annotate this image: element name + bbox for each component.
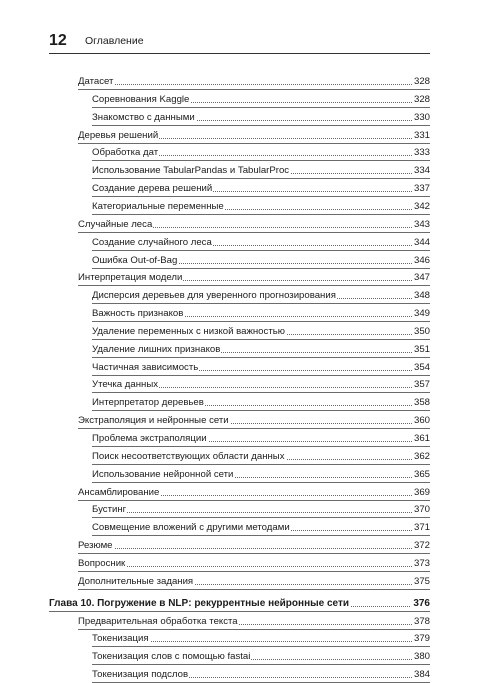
toc-entry-underline bbox=[78, 285, 430, 286]
toc-entry-underline bbox=[92, 196, 430, 197]
toc-entry-title: Удаление лишних признаков bbox=[92, 343, 221, 355]
toc-entry-title: Резюме bbox=[78, 540, 113, 552]
toc-entry-page: 342 bbox=[413, 200, 430, 212]
toc-entry[interactable] bbox=[78, 485, 430, 501]
page-number: 12 bbox=[49, 32, 67, 49]
toc-entry-page: 358 bbox=[413, 397, 430, 409]
toc-entry-page: 349 bbox=[413, 308, 430, 320]
toc-entry-title: Проблема экстраполяции bbox=[92, 433, 207, 444]
toc-entry-title: Глава 10. Погружение в NLP: рекуррентные нейронные сети bbox=[49, 597, 350, 609]
toc-entry-underline bbox=[78, 428, 430, 429]
toc-entry[interactable] bbox=[92, 431, 430, 447]
section-title: Оглавление bbox=[85, 35, 144, 47]
toc-entry[interactable] bbox=[92, 667, 430, 683]
toc-entry-page: 371 bbox=[413, 522, 430, 534]
toc-entry-page: 362 bbox=[413, 450, 430, 462]
toc-entry[interactable] bbox=[92, 324, 430, 340]
toc-entry-title: Токенизация bbox=[92, 633, 149, 645]
toc-entry-title: Использование нейронной сети bbox=[92, 468, 234, 480]
toc-entry[interactable] bbox=[78, 614, 430, 630]
toc-entry[interactable] bbox=[92, 467, 430, 483]
toc-entry-page: 361 bbox=[413, 433, 430, 444]
toc-entry[interactable] bbox=[92, 631, 430, 647]
toc-entry[interactable] bbox=[92, 181, 430, 197]
toc-entry-underline bbox=[92, 339, 430, 340]
toc-entry[interactable] bbox=[78, 413, 430, 429]
toc-entry-page: 351 bbox=[413, 343, 430, 355]
toc-entry-page: 365 bbox=[413, 468, 430, 480]
toc-entry[interactable] bbox=[92, 502, 430, 518]
toc-entry-page: 330 bbox=[413, 111, 430, 123]
toc-entry-title: Удаление переменных с низкой важностью bbox=[92, 325, 285, 337]
toc-entry-page: 331 bbox=[413, 129, 430, 141]
toc-entry-page: 350 bbox=[413, 325, 430, 337]
toc-entry-title: Категориальные переменные bbox=[92, 200, 224, 212]
header-rule bbox=[49, 53, 430, 54]
toc-entry-title: Предварительная обработка текста bbox=[78, 615, 238, 627]
toc-entry-title: Соревнования Kaggle bbox=[92, 93, 190, 105]
toc-entry[interactable] bbox=[92, 520, 430, 536]
toc-entry-page: 384 bbox=[413, 669, 430, 681]
toc-entry-page: 348 bbox=[413, 290, 430, 302]
toc-entry-title: Важность признаков bbox=[92, 308, 184, 320]
toc-entry[interactable] bbox=[78, 556, 430, 572]
toc-entry-page: 370 bbox=[413, 504, 430, 516]
toc-entry-page: 344 bbox=[413, 236, 430, 248]
toc-entry-underline bbox=[92, 125, 430, 126]
toc-entry-underline bbox=[78, 589, 430, 590]
toc-entry-underline bbox=[78, 143, 430, 144]
toc-entry[interactable] bbox=[92, 163, 430, 179]
toc-entry-title: Интерпретатор деревьев bbox=[92, 397, 204, 409]
toc-entry-page: 347 bbox=[413, 272, 430, 284]
toc-entry-page: 380 bbox=[413, 651, 430, 663]
toc-entry-underline bbox=[92, 268, 430, 269]
toc-entry[interactable] bbox=[78, 74, 430, 90]
toc-entry[interactable] bbox=[92, 253, 430, 269]
toc-entry-underline bbox=[78, 629, 430, 630]
toc-entry-underline bbox=[92, 410, 430, 411]
toc-entry-title: Создание случайного леса bbox=[92, 236, 212, 248]
toc-entry-underline bbox=[92, 250, 430, 251]
toc-entry-title: Утечка данных bbox=[92, 379, 159, 391]
toc-entry-underline bbox=[92, 321, 430, 322]
toc-entry-page: 357 bbox=[413, 379, 430, 391]
toc-entry-title: Совмещение вложений с другими методами bbox=[92, 522, 290, 534]
toc-entry-underline bbox=[92, 178, 430, 179]
toc-entry[interactable] bbox=[92, 395, 430, 411]
toc-entry-page: 369 bbox=[413, 486, 430, 498]
toc-entry-underline bbox=[92, 464, 430, 465]
toc-leader-dots bbox=[78, 548, 430, 549]
toc-entry-underline bbox=[92, 535, 430, 536]
toc-entry[interactable] bbox=[92, 235, 430, 251]
toc-entry-underline bbox=[92, 482, 430, 483]
toc-entry[interactable] bbox=[92, 649, 430, 665]
toc-entry-page: 328 bbox=[413, 76, 430, 87]
toc-entry-title: Экстраполяция и нейронные сети bbox=[78, 415, 229, 427]
toc-entry-title: Деревья решений bbox=[78, 129, 159, 141]
toc-entry-title: Обработка дат bbox=[92, 147, 159, 159]
toc-entry-title: Дополнительные задания bbox=[78, 575, 194, 587]
toc-entry-page: 328 bbox=[413, 93, 430, 105]
toc-leader-dots bbox=[78, 566, 430, 567]
page-header bbox=[49, 32, 430, 54]
toc-entry-title: Знакомство с данными bbox=[92, 111, 195, 123]
toc-entry-title: Датасет bbox=[78, 76, 114, 87]
toc-entry-page: 378 bbox=[413, 615, 430, 627]
toc-entry[interactable] bbox=[78, 270, 430, 286]
toc-entry-title: Ошибка Out-of-Bag bbox=[92, 254, 178, 266]
toc-entry[interactable] bbox=[78, 574, 430, 590]
toc-entry-underline bbox=[92, 517, 430, 518]
toc-entry[interactable] bbox=[92, 449, 430, 465]
toc-entry[interactable] bbox=[78, 128, 430, 144]
toc-entry[interactable] bbox=[92, 92, 430, 108]
toc-leader-dots bbox=[78, 84, 430, 85]
toc-entry-title: Использование TabularPandas и TabularProc bbox=[92, 165, 290, 177]
toc-entry-underline bbox=[92, 446, 430, 447]
toc-entry-underline bbox=[92, 107, 430, 108]
toc-entry-underline bbox=[92, 303, 430, 304]
toc-entry-page: 360 bbox=[413, 415, 430, 427]
toc-entry-title: Поиск несоответствующих области данных bbox=[92, 450, 285, 462]
toc-entry-title: Ансамблирование bbox=[78, 486, 160, 498]
toc-entry-title: Интерпретация модели bbox=[78, 272, 183, 284]
toc-entry-page: 346 bbox=[413, 254, 430, 266]
toc-entry[interactable] bbox=[78, 538, 430, 554]
toc-entry-page: 373 bbox=[413, 557, 430, 569]
toc-entry-title: Вопросник bbox=[78, 557, 126, 569]
toc-chapter-entry[interactable] bbox=[49, 596, 430, 612]
toc-entry[interactable] bbox=[92, 199, 430, 215]
toc-entry-underline bbox=[78, 571, 430, 572]
toc-entry-title: Частичная зависимость bbox=[92, 361, 199, 373]
toc-entry-title: Случайные леса bbox=[78, 218, 153, 230]
toc-entry-page: 375 bbox=[413, 575, 430, 587]
toc-entry-underline bbox=[78, 500, 430, 501]
toc-entry-underline bbox=[92, 214, 430, 215]
toc-entry-title: Токенизация подслов bbox=[92, 669, 189, 681]
toc-entry-title: Создание дерева решений bbox=[92, 183, 213, 195]
toc-entry-page: 343 bbox=[413, 218, 430, 230]
toc-entry[interactable] bbox=[92, 288, 430, 304]
toc-entry-underline bbox=[92, 160, 430, 161]
toc-entry[interactable] bbox=[92, 377, 430, 393]
toc-entry-underline bbox=[92, 392, 430, 393]
toc-entry-page: 379 bbox=[413, 633, 430, 645]
toc-entry[interactable] bbox=[92, 110, 430, 126]
toc-entry-underline bbox=[92, 646, 430, 647]
toc-entry-page: 333 bbox=[413, 147, 430, 159]
toc-entry-underline bbox=[78, 89, 430, 90]
toc-entry[interactable] bbox=[92, 306, 430, 322]
toc-entry-underline bbox=[92, 357, 430, 358]
toc-entry[interactable] bbox=[78, 217, 430, 233]
toc-entry-underline bbox=[78, 553, 430, 554]
toc-entry-underline bbox=[78, 232, 430, 233]
toc-entry-page: 376 bbox=[413, 597, 430, 609]
toc-entry-page: 372 bbox=[413, 540, 430, 552]
toc-entry-title: Дисперсия деревьев для уверенного прогнозирования bbox=[92, 290, 336, 302]
toc-entry-page: 354 bbox=[413, 361, 430, 373]
toc-entry[interactable] bbox=[92, 360, 430, 376]
toc-leader-dots bbox=[92, 512, 430, 513]
toc-entry-title: Бустинг bbox=[92, 504, 127, 516]
toc-entry-underline bbox=[92, 664, 430, 665]
toc-entry[interactable] bbox=[92, 145, 430, 161]
toc-entry-title: Токенизация слов с помощью fastai bbox=[92, 651, 251, 663]
toc-entry-underline bbox=[49, 611, 430, 612]
toc-entry-underline bbox=[92, 375, 430, 376]
toc-entry-page: 337 bbox=[413, 183, 430, 195]
toc-entry[interactable] bbox=[92, 342, 430, 358]
toc-entry-page: 334 bbox=[413, 165, 430, 177]
